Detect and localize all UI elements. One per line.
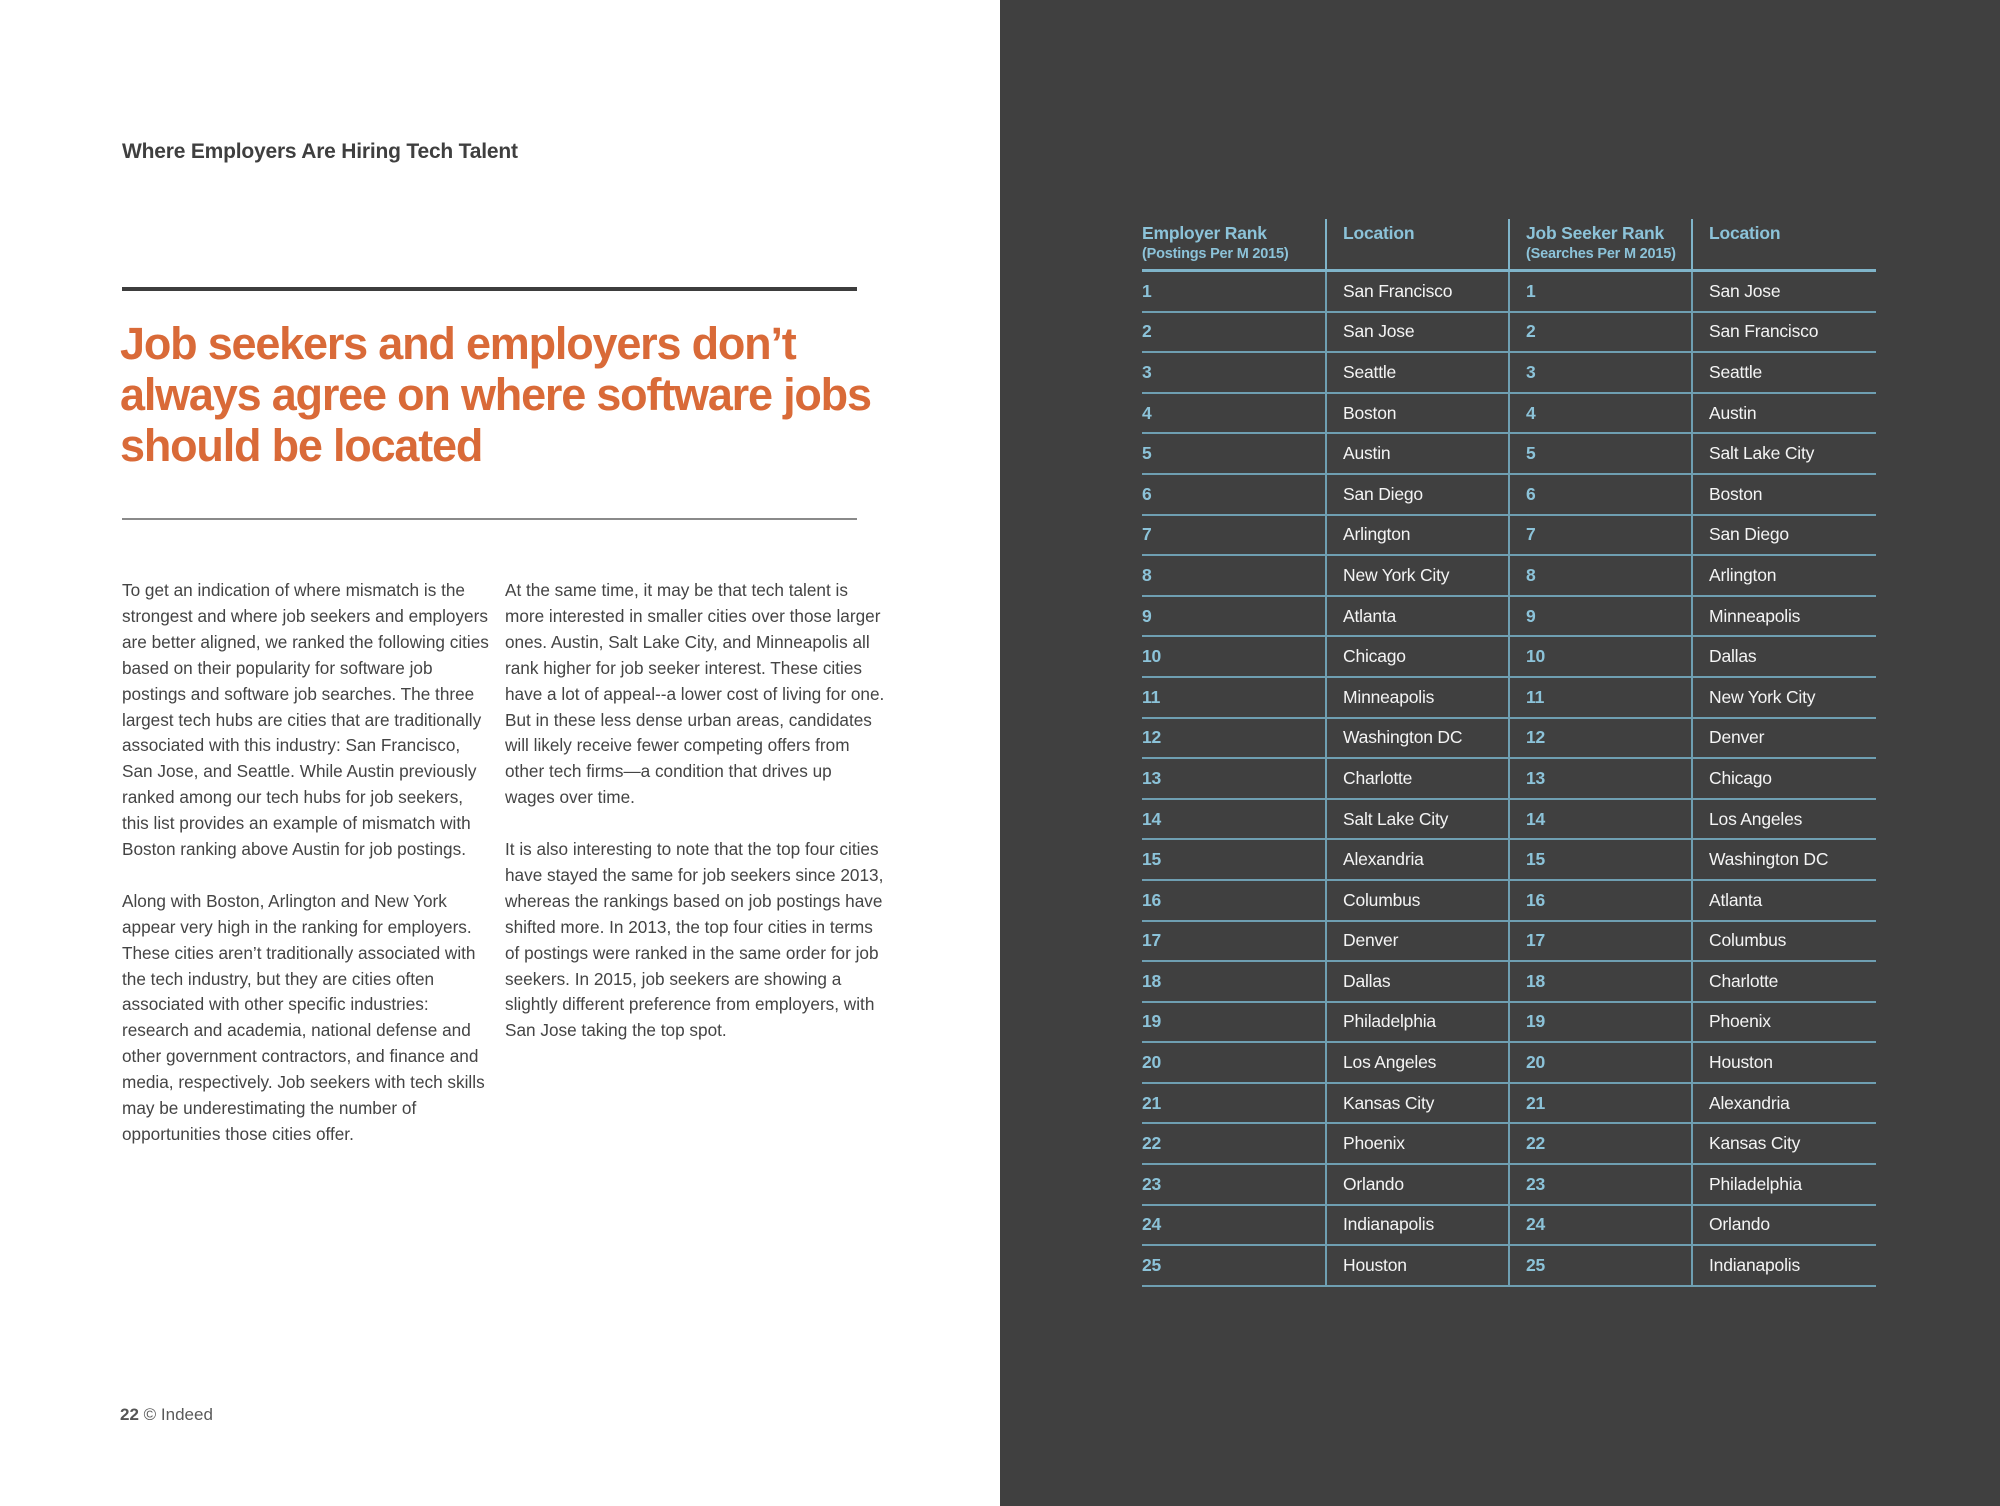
thick-divider [122, 287, 857, 291]
employer-rank-cell [1142, 758, 1326, 799]
seeker-location-text: Boston [1709, 483, 1763, 504]
seeker-rank-text: 2 [1526, 321, 1536, 342]
seeker-rank-cell [1509, 921, 1692, 962]
seeker-rank-text: 18 [1526, 970, 1546, 991]
seeker-rank-text: 7 [1526, 524, 1536, 545]
seeker-location-cell [1692, 515, 1876, 556]
seeker-location-cell [1692, 636, 1876, 677]
employer-location-cell [1326, 596, 1509, 637]
employer-rank-text: 7 [1142, 524, 1152, 545]
employer-rank-text: 9 [1142, 605, 1152, 626]
employer-location-text: Orlando [1343, 1173, 1404, 1194]
seeker-location-cell [1692, 961, 1876, 1002]
table-row [1142, 758, 1876, 799]
paragraph: Along with Boston, Arlington and New York appear very high in the ranking for employers. These cities aren’t traditionally associated with the tech industry, but they are cities often associated with other specific industries: research and academia, national defense and other government contractors, and finance and media, respectively. Job seekers with tech skills may be underestimating the number of opportunities those cities offer. [122, 890, 485, 1145]
seeker-location-text: Denver [1709, 727, 1765, 748]
employer-rank-text: 19 [1142, 1011, 1162, 1032]
seeker-location-cell [1692, 352, 1876, 393]
employer-location-text: Dallas [1343, 970, 1391, 991]
employer-rank-cell [1142, 393, 1326, 434]
employer-rank-text: 24 [1142, 1214, 1162, 1235]
seeker-rank-text: 14 [1526, 808, 1546, 829]
table-row [1142, 352, 1876, 393]
employer-location-cell [1326, 961, 1509, 1002]
seeker-location-cell [1692, 1205, 1876, 1246]
employer-rank-cell [1142, 312, 1326, 353]
table-row [1142, 1083, 1876, 1124]
header-seeker-rank [1509, 219, 1692, 271]
seeker-location-text: Columbus [1709, 930, 1787, 951]
employer-rank-text: 15 [1142, 849, 1162, 870]
table-row [1142, 636, 1876, 677]
seeker-location-cell [1692, 1245, 1876, 1286]
employer-rank-cell [1142, 1083, 1326, 1124]
seeker-location-cell [1692, 1083, 1876, 1124]
table-row [1142, 1002, 1876, 1043]
employer-rank-cell [1142, 839, 1326, 880]
seeker-location-text: Indianapolis [1709, 1255, 1801, 1276]
table-row [1142, 921, 1876, 962]
employer-location-text: Charlotte [1343, 767, 1413, 788]
employer-location-cell [1326, 880, 1509, 921]
employer-location-cell [1326, 1083, 1509, 1124]
seeker-rank-cell [1509, 758, 1692, 799]
copyright: © Indeed [143, 1405, 213, 1424]
table-row [1142, 880, 1876, 921]
seeker-rank-cell [1509, 799, 1692, 840]
seeker-rank-text: 20 [1526, 1052, 1546, 1073]
employer-rank-text: 13 [1142, 767, 1162, 788]
employer-location-text: Austin [1343, 443, 1391, 464]
seeker-location-text: Kansas City [1709, 1133, 1801, 1154]
employer-location-cell [1326, 758, 1509, 799]
employer-rank-cell [1142, 1205, 1326, 1246]
employer-location-cell [1326, 1123, 1509, 1164]
employer-rank-text: 3 [1142, 361, 1152, 382]
employer-location-text: Columbus [1343, 889, 1421, 910]
employer-location-text: Los Angeles [1343, 1052, 1437, 1073]
employer-rank-text: 6 [1142, 483, 1152, 504]
employer-rank-cell [1142, 1164, 1326, 1205]
employer-rank-text: 18 [1142, 970, 1162, 991]
table-header-row [1142, 219, 1876, 271]
table-row [1142, 1123, 1876, 1164]
seeker-rank-text: 21 [1526, 1092, 1546, 1113]
employer-location-text: Washington DC [1343, 727, 1463, 748]
seeker-location-cell [1692, 555, 1876, 596]
seeker-location-cell [1692, 921, 1876, 962]
employer-location-text: Philadelphia [1343, 1011, 1436, 1032]
table-row [1142, 1245, 1876, 1286]
seeker-location-cell [1692, 1002, 1876, 1043]
seeker-rank-text: 23 [1526, 1173, 1546, 1194]
seeker-rank-cell [1509, 1245, 1692, 1286]
header-employer-rank [1142, 219, 1326, 271]
seeker-rank-cell [1509, 839, 1692, 880]
seeker-rank-cell [1509, 961, 1692, 1002]
employer-rank-text: 25 [1142, 1255, 1162, 1276]
seeker-location-cell [1692, 393, 1876, 434]
seeker-rank-text: 11 [1526, 686, 1545, 707]
employer-location-text: Minneapolis [1343, 686, 1435, 707]
seeker-location-cell [1692, 839, 1876, 880]
seeker-location-cell [1692, 1042, 1876, 1083]
seeker-rank-cell [1509, 474, 1692, 515]
seeker-location-text: San Jose [1709, 280, 1781, 301]
body-column-1 [122, 578, 494, 1174]
employer-rank-cell [1142, 352, 1326, 393]
employer-rank-cell [1142, 433, 1326, 474]
seeker-location-cell [1692, 312, 1876, 353]
employer-location-text: San Francisco [1343, 280, 1453, 301]
employer-rank-text: 4 [1142, 402, 1152, 423]
city-ranking-table [1142, 219, 1876, 1287]
seeker-rank-cell [1509, 1083, 1692, 1124]
header-subtitle: (Searches Per M 2015) [1526, 246, 1676, 262]
seeker-location-text: Houston [1709, 1052, 1773, 1073]
employer-location-cell [1326, 921, 1509, 962]
employer-location-cell [1326, 1002, 1509, 1043]
seeker-location-text: Seattle [1709, 361, 1763, 382]
seeker-location-text: Salt Lake City [1709, 443, 1815, 464]
employer-location-text: Boston [1343, 402, 1397, 423]
seeker-rank-cell [1509, 352, 1692, 393]
table-row [1142, 555, 1876, 596]
seeker-location-text: Washington DC [1709, 849, 1829, 870]
employer-rank-cell [1142, 474, 1326, 515]
seeker-rank-cell [1509, 1164, 1692, 1205]
employer-rank-cell [1142, 271, 1326, 312]
employer-location-cell [1326, 352, 1509, 393]
table-row [1142, 393, 1876, 434]
table-row [1142, 718, 1876, 759]
seeker-rank-cell [1509, 393, 1692, 434]
seeker-location-text: Los Angeles [1709, 808, 1803, 829]
seeker-rank-text: 3 [1526, 361, 1536, 382]
seeker-location-cell [1692, 596, 1876, 637]
seeker-rank-text: 16 [1526, 889, 1546, 910]
body-column-2 [505, 578, 885, 1070]
seeker-location-cell [1692, 1123, 1876, 1164]
seeker-rank-text: 12 [1526, 727, 1546, 748]
employer-location-cell [1326, 271, 1509, 312]
seeker-location-text: Phoenix [1709, 1011, 1771, 1032]
seeker-location-text: San Diego [1709, 524, 1789, 545]
employer-rank-cell [1142, 515, 1326, 556]
seeker-location-text: San Francisco [1709, 321, 1819, 342]
table-row [1142, 1042, 1876, 1083]
employer-location-cell [1326, 718, 1509, 759]
seeker-rank-cell [1509, 1002, 1692, 1043]
seeker-location-cell [1692, 880, 1876, 921]
seeker-location-cell [1692, 799, 1876, 840]
paragraph: It is also interesting to note that the top four cities have stayed the same for job seekers since 2013, whereas the rankings based on job postings have shifted more. In 2013, the top four cities in terms of postings were ranked in the same order for job seekers. In 2015, job seekers are showing a slightly different preference from employers, with San Jose taking the top spot. [505, 839, 884, 1041]
employer-rank-cell [1142, 1042, 1326, 1083]
seeker-location-text: Atlanta [1709, 889, 1763, 910]
seeker-rank-cell [1509, 271, 1692, 312]
seeker-location-text: Alexandria [1709, 1092, 1790, 1113]
employer-rank-text: 10 [1142, 646, 1162, 667]
header-title: Location [1343, 223, 1415, 243]
seeker-rank-text: 13 [1526, 767, 1546, 788]
seeker-location-text: Arlington [1709, 564, 1777, 585]
page-footer [120, 1405, 213, 1425]
seeker-rank-cell [1509, 677, 1692, 718]
employer-rank-text: 23 [1142, 1173, 1162, 1194]
employer-location-text: Alexandria [1343, 849, 1424, 870]
employer-location-cell [1326, 555, 1509, 596]
employer-rank-text: 16 [1142, 889, 1162, 910]
employer-location-text: Arlington [1343, 524, 1411, 545]
employer-location-text: Houston [1343, 1255, 1407, 1276]
seeker-rank-cell [1509, 718, 1692, 759]
employer-location-text: Phoenix [1343, 1133, 1405, 1154]
employer-location-cell [1326, 636, 1509, 677]
seeker-rank-text: 19 [1526, 1011, 1546, 1032]
employer-rank-cell [1142, 1123, 1326, 1164]
table-row [1142, 312, 1876, 353]
seeker-location-text: Chicago [1709, 767, 1772, 788]
seeker-rank-text: 10 [1526, 646, 1546, 667]
employer-rank-text: 1 [1142, 280, 1152, 301]
seeker-rank-cell [1509, 1123, 1692, 1164]
employer-rank-text: 11 [1142, 686, 1161, 707]
employer-rank-cell [1142, 880, 1326, 921]
seeker-rank-text: 17 [1526, 930, 1546, 951]
seeker-location-cell [1692, 1164, 1876, 1205]
employer-location-text: Seattle [1343, 361, 1397, 382]
seeker-rank-text: 22 [1526, 1133, 1546, 1154]
employer-location-cell [1326, 1164, 1509, 1205]
employer-rank-text: 17 [1142, 930, 1162, 951]
employer-rank-text: 8 [1142, 564, 1152, 585]
employer-rank-cell [1142, 636, 1326, 677]
seeker-rank-text: 25 [1526, 1255, 1546, 1276]
employer-rank-text: 20 [1142, 1052, 1162, 1073]
page-number: 22 [120, 1405, 139, 1424]
seeker-location-text: New York City [1709, 686, 1816, 707]
employer-location-cell [1326, 1245, 1509, 1286]
table-row [1142, 433, 1876, 474]
seeker-location-text: Minneapolis [1709, 605, 1801, 626]
header-title: Employer Rank [1142, 223, 1267, 243]
employer-location-cell [1326, 433, 1509, 474]
seeker-rank-cell [1509, 555, 1692, 596]
employer-rank-cell [1142, 1245, 1326, 1286]
seeker-rank-text: 15 [1526, 849, 1546, 870]
seeker-location-cell [1692, 677, 1876, 718]
employer-location-text: Indianapolis [1343, 1214, 1435, 1235]
employer-location-cell [1326, 474, 1509, 515]
headline: Job seekers and employers don’t always agree on where software jobs should be located [120, 318, 871, 471]
employer-location-text: San Jose [1343, 321, 1415, 342]
table-row [1142, 1205, 1876, 1246]
header-subtitle: (Postings Per M 2015) [1142, 246, 1289, 262]
thin-divider [122, 518, 857, 520]
employer-rank-cell [1142, 961, 1326, 1002]
seeker-location-cell [1692, 433, 1876, 474]
employer-rank-cell [1142, 555, 1326, 596]
seeker-rank-text: 8 [1526, 564, 1536, 585]
employer-location-text: Kansas City [1343, 1092, 1435, 1113]
seeker-rank-cell [1509, 1205, 1692, 1246]
table-row [1142, 677, 1876, 718]
employer-location-text: Denver [1343, 930, 1399, 951]
employer-rank-text: 5 [1142, 443, 1152, 464]
table-row [1142, 961, 1876, 1002]
header-title: Location [1709, 223, 1781, 243]
table-row [1142, 474, 1876, 515]
seeker-location-text: Dallas [1709, 646, 1757, 667]
employer-rank-cell [1142, 677, 1326, 718]
employer-location-cell [1326, 393, 1509, 434]
header-seeker-location [1692, 219, 1876, 271]
header-employer-location [1326, 219, 1509, 271]
employer-location-text: New York City [1343, 564, 1450, 585]
employer-location-cell [1326, 1205, 1509, 1246]
table-row [1142, 1164, 1876, 1205]
employer-rank-text: 2 [1142, 321, 1152, 342]
employer-location-text: Salt Lake City [1343, 808, 1449, 829]
employer-rank-text: 12 [1142, 727, 1162, 748]
employer-location-cell [1326, 677, 1509, 718]
paragraph: At the same time, it may be that tech talent is more interested in smaller cities over those larger ones. Austin, Salt Lake City, and Minneapolis all rank higher for job seeker interest. These cities have a lot of appeal--a lower cost of living for one. But in these less dense urban areas, candidates will likely receive fewer competing offers from other tech firms—a condition that drives up wages over time. [505, 580, 885, 808]
employer-rank-cell [1142, 921, 1326, 962]
section-title: Where Employers Are Hiring Tech Talent [122, 140, 518, 163]
employer-rank-cell [1142, 799, 1326, 840]
employer-location-cell [1326, 515, 1509, 556]
seeker-rank-text: 6 [1526, 483, 1536, 504]
table-row [1142, 839, 1876, 880]
seeker-rank-cell [1509, 880, 1692, 921]
table-body [1142, 271, 1876, 1286]
seeker-location-text: Austin [1709, 402, 1757, 423]
seeker-location-cell [1692, 718, 1876, 759]
table-row [1142, 515, 1876, 556]
seeker-rank-text: 1 [1526, 280, 1536, 301]
table-row [1142, 271, 1876, 312]
seeker-rank-cell [1509, 1042, 1692, 1083]
seeker-rank-text: 4 [1526, 402, 1536, 423]
seeker-location-cell [1692, 474, 1876, 515]
employer-location-cell [1326, 839, 1509, 880]
employer-location-text: Chicago [1343, 646, 1406, 667]
seeker-location-cell [1692, 758, 1876, 799]
seeker-rank-cell [1509, 515, 1692, 556]
seeker-rank-text: 5 [1526, 443, 1536, 464]
employer-location-cell [1326, 312, 1509, 353]
paragraph: To get an indication of where mismatch is the strongest and where job seekers and employers are better aligned, we ranked the following cities based on their popularity for software job postings and software job searches. The three largest tech hubs are cities that are traditionally associated with this industry: San Francisco, San Jose, and Seattle. While Austin previously ranked among our tech hubs for job seekers, this list provides an example of mismatch with Boston ranking above Austin for job postings. [122, 580, 489, 860]
seeker-location-text: Charlotte [1709, 970, 1779, 991]
seeker-location-text: Philadelphia [1709, 1173, 1802, 1194]
employer-location-cell [1326, 799, 1509, 840]
employer-rank-text: 22 [1142, 1133, 1162, 1154]
employer-location-cell [1326, 1042, 1509, 1083]
employer-rank-text: 14 [1142, 808, 1162, 829]
seeker-location-text: Orlando [1709, 1214, 1770, 1235]
employer-location-text: San Diego [1343, 483, 1423, 504]
header-title: Job Seeker Rank [1526, 223, 1665, 243]
seeker-rank-text: 9 [1526, 605, 1536, 626]
employer-rank-text: 21 [1142, 1092, 1162, 1113]
table-row [1142, 799, 1876, 840]
seeker-rank-cell [1509, 636, 1692, 677]
seeker-location-cell [1692, 271, 1876, 312]
employer-rank-cell [1142, 596, 1326, 637]
employer-rank-cell [1142, 718, 1326, 759]
employer-rank-cell [1142, 1002, 1326, 1043]
employer-location-text: Atlanta [1343, 605, 1397, 626]
seeker-rank-cell [1509, 433, 1692, 474]
seeker-rank-cell [1509, 312, 1692, 353]
table-row [1142, 596, 1876, 637]
seeker-rank-text: 24 [1526, 1214, 1546, 1235]
seeker-rank-cell [1509, 596, 1692, 637]
